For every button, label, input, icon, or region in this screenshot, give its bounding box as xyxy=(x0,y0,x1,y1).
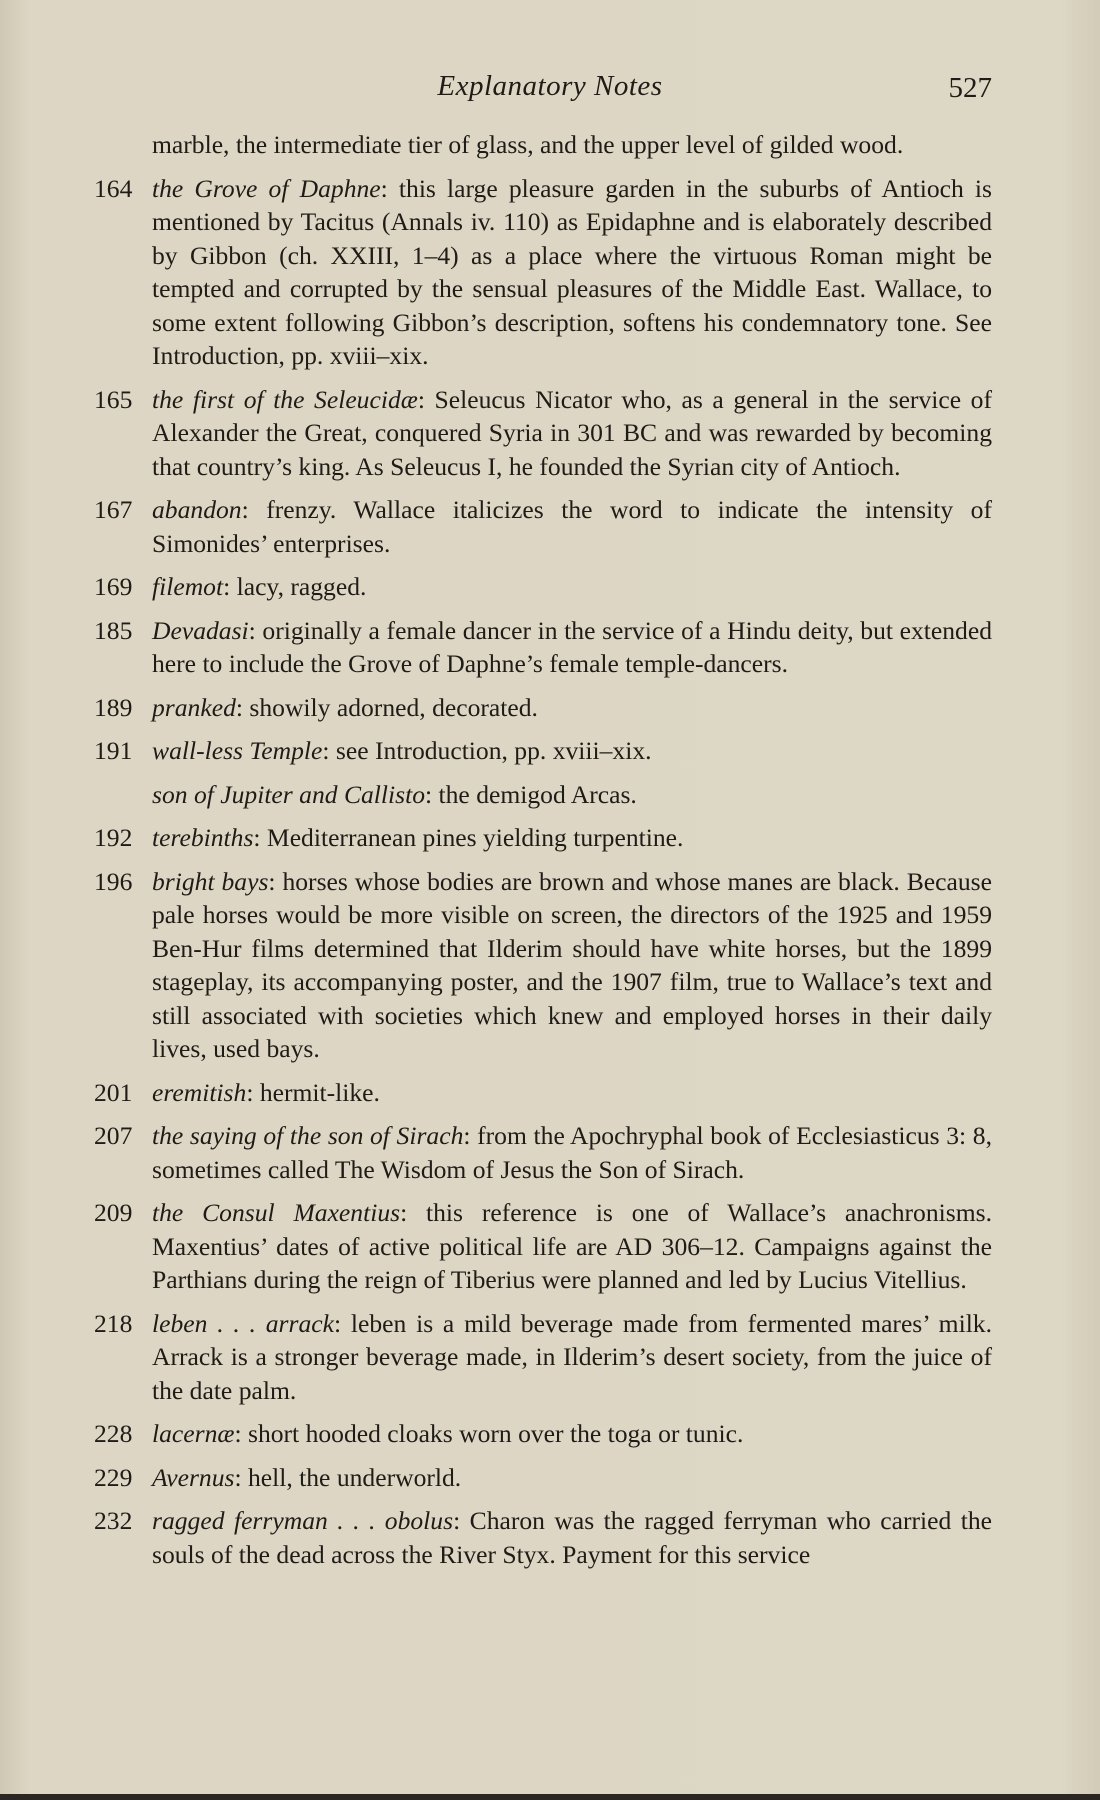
note-text: : frenzy. Wallace italicizes the word to indicate the intensity of Simonides’ enterprises. xyxy=(152,495,992,558)
note-number: 192 xyxy=(94,823,133,852)
note-term: abandon xyxy=(152,495,242,524)
note-text: : the demigod Arcas. xyxy=(425,779,637,809)
scan-edge xyxy=(0,1794,1100,1800)
note-text: : Seleucus Nicator who, as a general in the service of Alexander the Great, conquered Syria in 301 BC and was rewarded by becoming that country’s king. As Seleucus I, he founded the Syrian city of Antioch. xyxy=(152,384,992,481)
note-text: : this large pleasure garden in the suburbs of Antioch is mentioned by Tacitus (Annals iv. 110) as Epidaphne and is elaborately described by Gibbon (ch. XXIII, 1–4) as a place where the virtuous Roman might be tempted and corrupted by the sensual pleasures of the Middle East. Wallace, to some extent following Gibbon’s description, softens his condemnatory tone. See Introduction, pp. xviii–xix. xyxy=(152,173,992,370)
note-189 xyxy=(94,691,992,725)
note-term: son of Jupiter and Callisto xyxy=(152,779,426,809)
note-number: 196 xyxy=(94,866,133,896)
note-continuation xyxy=(94,128,992,162)
note-text: : originally a female dancer in the service of a Hindu deity, but extended here to include the Grove of Daphne’s female temple-dancers. xyxy=(152,615,992,678)
note-term: the first of the Seleucidæ xyxy=(152,384,418,414)
note-term: the saying of the son of Sirach xyxy=(152,1121,464,1150)
note-term: lacernæ xyxy=(152,1419,235,1448)
note-number: 201 xyxy=(94,1077,133,1107)
note-term: ragged ferryman . . . obolus xyxy=(152,1506,454,1535)
note-228 xyxy=(94,1417,992,1451)
note-169 xyxy=(94,570,992,604)
note-191 xyxy=(94,734,992,768)
note-number: 189 xyxy=(94,692,133,722)
note-number: 164 xyxy=(94,173,133,203)
note-text: : showily adorned, decorated. xyxy=(235,692,538,722)
note-164 xyxy=(94,172,992,373)
note-text: : hermit-like. xyxy=(246,1077,380,1107)
note-number: 229 xyxy=(94,1462,133,1492)
note-192 xyxy=(94,821,992,855)
note-term: the Consul Maxentius xyxy=(152,1198,401,1227)
note-term: bright bays xyxy=(152,866,269,896)
note-196 xyxy=(94,865,992,1066)
note-number: 169 xyxy=(94,572,133,601)
note-number: 191 xyxy=(94,736,133,765)
note-185 xyxy=(94,614,992,681)
note-text: : see Introduction, pp. xviii–xix. xyxy=(322,736,652,765)
note-number: 218 xyxy=(94,1308,133,1338)
note-232 xyxy=(94,1504,992,1571)
note-term: pranked xyxy=(152,692,236,722)
note-218 xyxy=(94,1307,992,1408)
note-term: leben . . . arrack xyxy=(152,1308,334,1338)
note-term: the Grove of Daphne xyxy=(152,173,381,203)
note-165 xyxy=(94,383,992,484)
note-term: terebinths xyxy=(152,823,254,852)
note-number: 209 xyxy=(94,1198,133,1227)
note-number: 185 xyxy=(94,615,133,645)
note-201 xyxy=(94,1076,992,1110)
note-text: : from the Apochryphal book of Ecclesiasticus 3: 8, sometimes called The Wisdom of Jesus the Son of Sirach. xyxy=(152,1121,993,1184)
note-number: 228 xyxy=(94,1419,133,1448)
note-207 xyxy=(94,1119,992,1186)
note-term: eremitish xyxy=(152,1077,247,1107)
running-title: Explanatory Notes xyxy=(437,70,663,102)
note-209 xyxy=(94,1196,992,1297)
note-191-sub xyxy=(94,778,992,812)
note-text: : leben is a mild beverage made from fermented mares’ milk. Arrack is a stronger beverage made, in Ilderim’s desert society, from the juice of the date palm. xyxy=(152,1308,992,1405)
note-text: : horses whose bodies are brown and whose manes are black. Because pale horses would be more visible on screen, the directors of the 1925 and 1959 Ben-Hur films determined that Ilderim should have white horses, but the 1899 stageplay, its accompanying poster, and the 1907 film, true to Wallace’s text and still associated with societies which knew and employed horses in their daily lives, used bays. xyxy=(152,866,993,1063)
note-167 xyxy=(94,493,992,560)
note-text: : Mediterranean pines yielding turpentine. xyxy=(253,823,684,852)
note-text: : short hooded cloaks worn over the toga or tunic. xyxy=(234,1419,744,1448)
note-text: marble, the intermediate tier of glass, and the upper level of gilded wood. xyxy=(152,130,904,159)
note-term: Avernus xyxy=(152,1462,235,1492)
note-number: 207 xyxy=(94,1121,133,1150)
note-term: wall-less Temple xyxy=(152,736,323,765)
note-number: 165 xyxy=(94,384,133,414)
note-term: Devadasi xyxy=(152,615,249,645)
note-229 xyxy=(94,1461,992,1495)
note-number: 167 xyxy=(94,495,133,524)
note-number: 232 xyxy=(94,1506,133,1535)
page-header xyxy=(0,70,1100,110)
page-number: 527 xyxy=(948,72,992,104)
note-text: : lacy, ragged. xyxy=(223,572,367,601)
note-text: : this reference is one of Wallace’s anachronisms. Maxentius’ dates of active political life are AD 306–12. Campaigns against the Parthians during the reign of Tiberius were planned and led by Lucius Vitellius. xyxy=(152,1198,992,1294)
note-text: : hell, the underworld. xyxy=(234,1462,462,1492)
note-text: : Charon was the ragged ferryman who carried the souls of the dead across the River Styx. Payment for this service xyxy=(152,1506,993,1569)
notes-list xyxy=(94,128,992,1581)
note-term: filemot xyxy=(152,572,224,601)
